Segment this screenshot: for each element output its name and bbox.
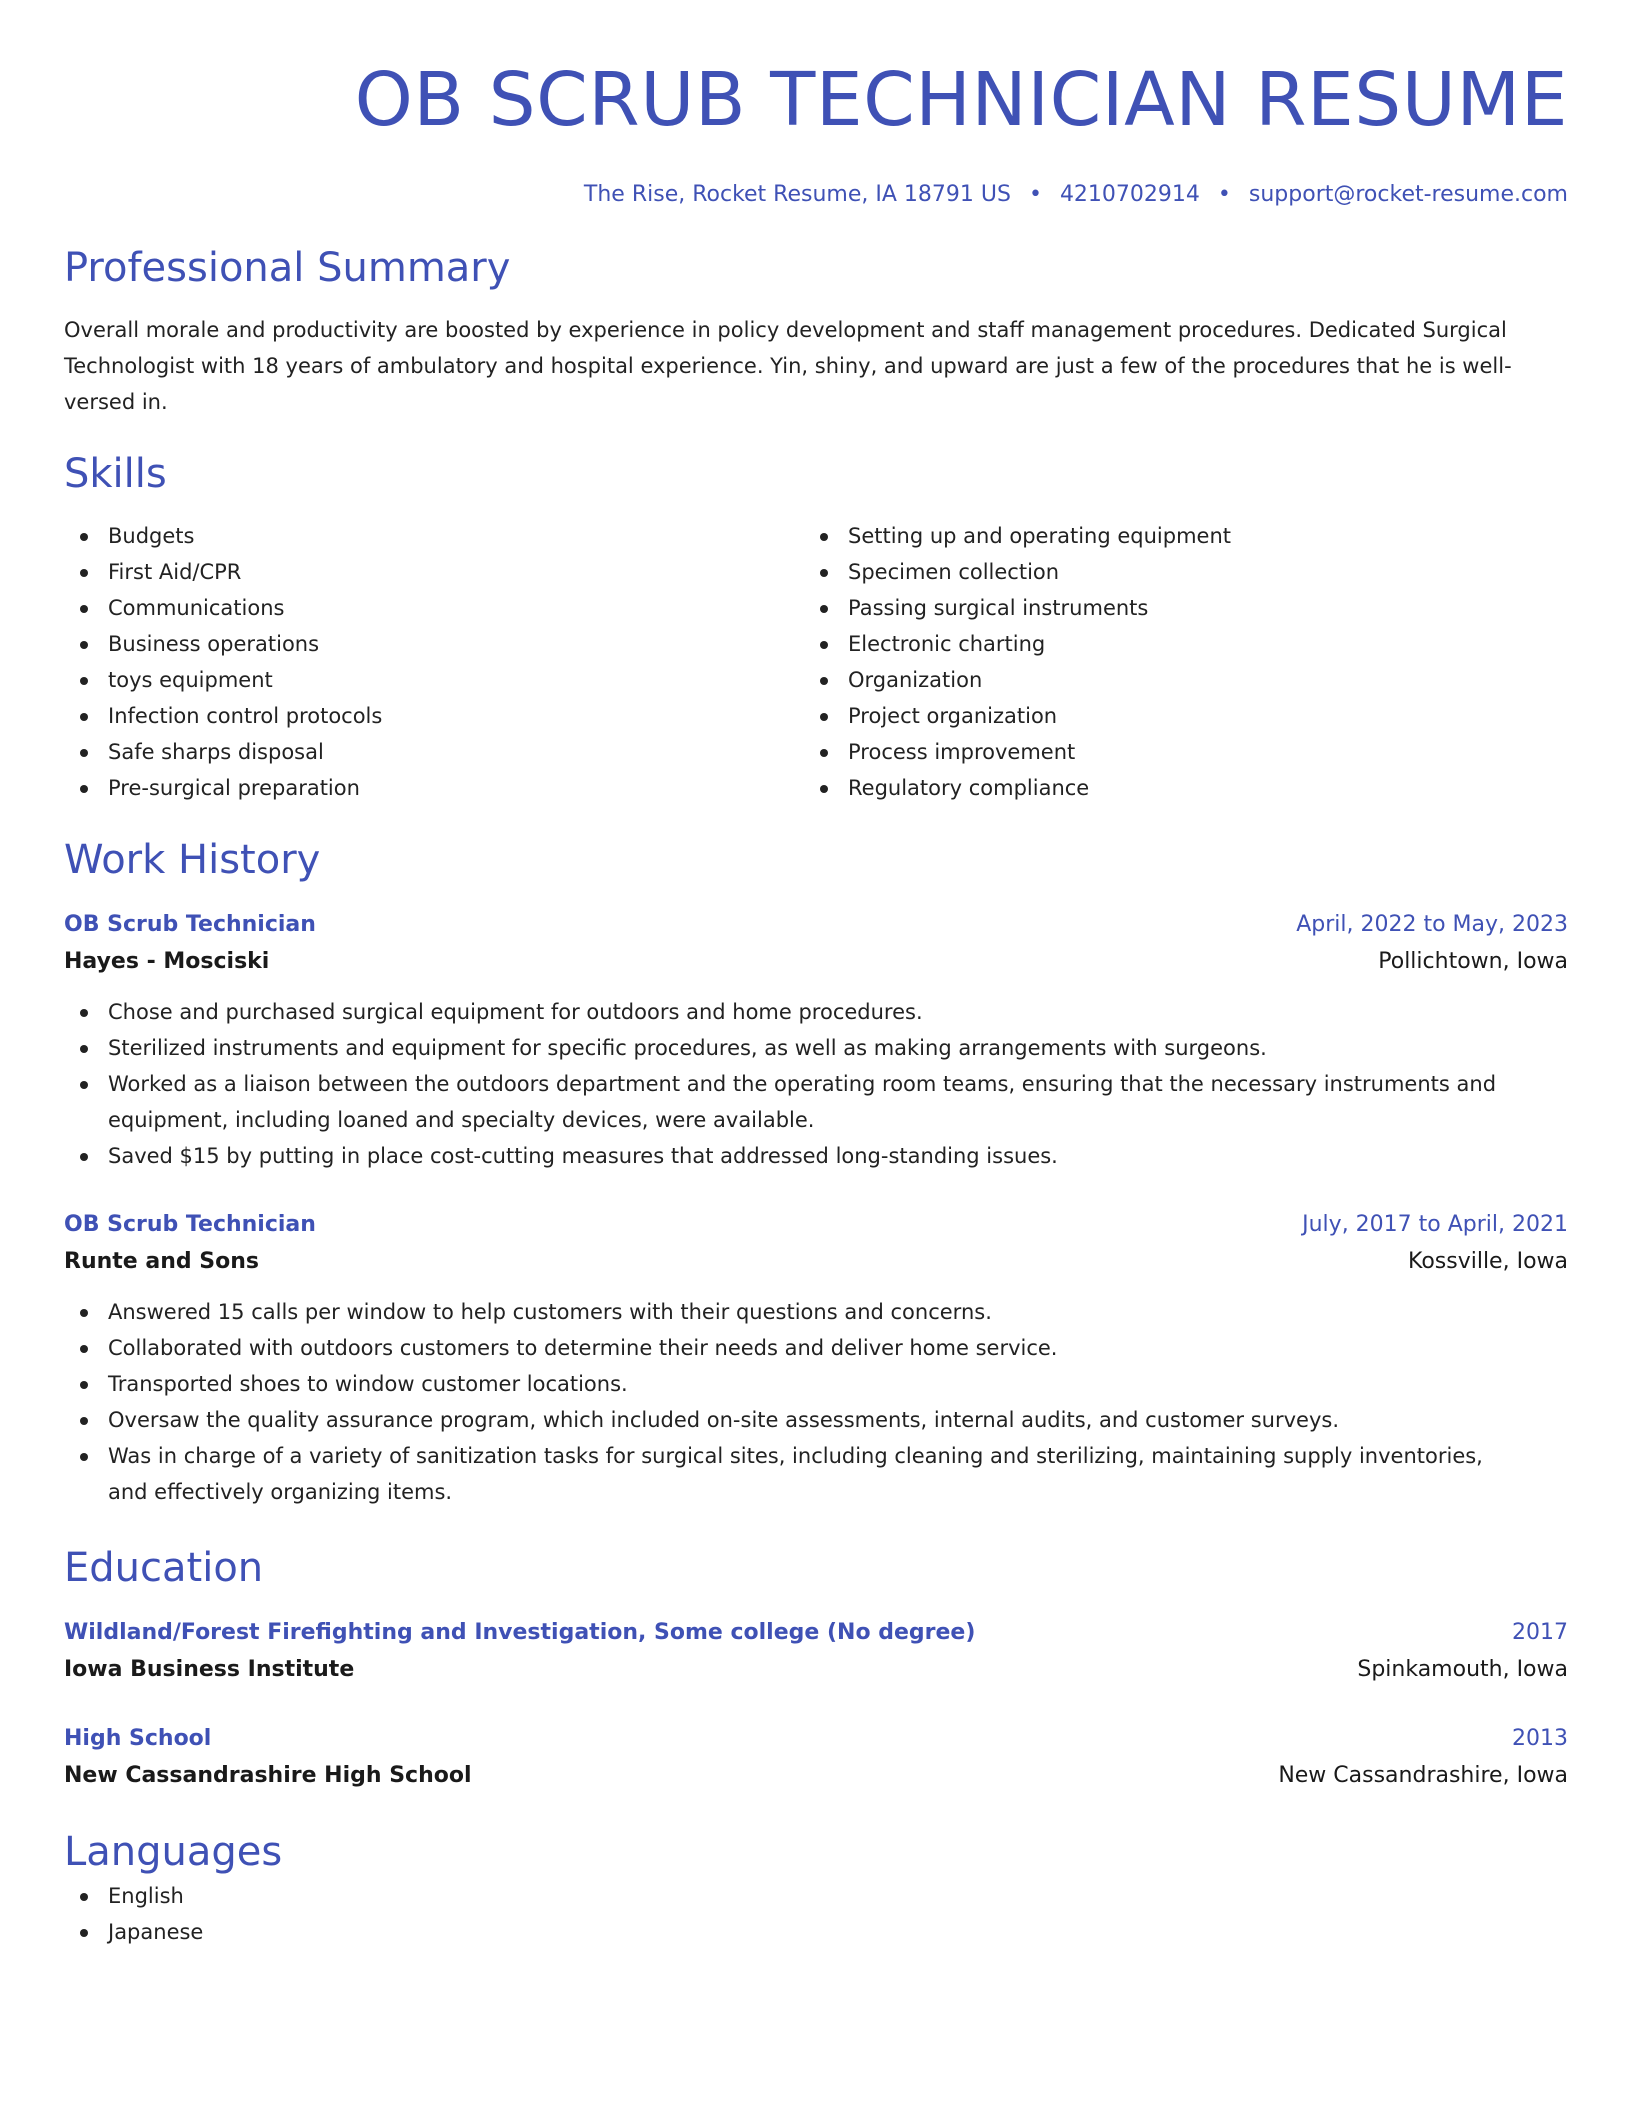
skill-item: Process improvement — [804, 734, 1544, 770]
skills-list — [64, 518, 1568, 806]
language-item: English — [64, 1878, 1568, 1914]
duty-item: Worked as a liaison between the outdoors department and the operating room teams, ensuring that the necessary instruments and equipment, including loaned and specialty devices, were available. — [64, 1066, 1568, 1138]
duty-item: Oversaw the quality assurance program, which included on-site assessments, internal audits, and customer surveys. — [64, 1402, 1568, 1438]
skill-item: Regulatory compliance — [804, 770, 1544, 806]
duty-item: Transported shoes to window customer locations. — [64, 1366, 1568, 1402]
company-name: Runte and Sons — [64, 1249, 259, 1274]
contact-email[interactable]: support@rocket-resume.com — [1248, 182, 1568, 207]
skills-heading: Skills — [64, 451, 167, 497]
job-title: OB Scrub Technician — [64, 1212, 316, 1237]
contact-line — [64, 178, 1568, 212]
education-entry — [64, 1722, 1568, 1796]
contact-phone: 4210702914 — [1059, 182, 1200, 207]
resume-title: OB SCRUB TECHNICIAN RESUME — [354, 57, 1568, 143]
summary-heading: Professional Summary — [64, 245, 511, 291]
skill-item: Specimen collection — [804, 554, 1544, 590]
school-name: New Cassandrashire High School — [64, 1763, 472, 1788]
contact-address: The Rise, Rocket Resume, IA 18791 US — [583, 182, 1011, 207]
skill-item: First Aid/CPR — [64, 554, 804, 590]
graduation-year: 2013 — [1512, 1726, 1568, 1751]
work-entry — [64, 908, 1568, 1174]
job-dates: July, 2017 to April, 2021 — [1302, 1212, 1568, 1237]
skills-column-left — [64, 518, 804, 806]
skill-item: toys equipment — [64, 662, 804, 698]
skill-item: Budgets — [64, 518, 804, 554]
education-heading: Education — [64, 1545, 264, 1591]
duty-item: Chose and purchased surgical equipment for outdoors and home procedures. — [64, 994, 1568, 1030]
skill-item: Communications — [64, 590, 804, 626]
work-history-heading: Work History — [64, 837, 321, 883]
skills-column-right — [804, 518, 1544, 806]
skill-item: Electronic charting — [804, 626, 1544, 662]
school-location: New Cassandrashire, Iowa — [1278, 1763, 1568, 1788]
graduation-year: 2017 — [1512, 1620, 1568, 1645]
summary-text: Overall morale and productivity are boosted by experience in policy development and staff management procedures. Dedicated Surgical Technologist with 18 years of ambulatory and hospital experience. Yin, shiny, and upward are just a few of the procedures that he is well-versed in. — [64, 318, 1512, 414]
language-item: Japanese — [64, 1914, 1568, 1950]
skill-item: Infection control protocols — [64, 698, 804, 734]
duty-item: Sterilized instruments and equipment for specific procedures, as well as making arrangements with surgeons. — [64, 1030, 1568, 1066]
contact-separator: • — [1028, 182, 1042, 207]
degree-name: Wildland/Forest Firefighting and Investigation, Some college (No degree) — [64, 1620, 976, 1645]
company-name: Hayes - Mosciski — [64, 949, 270, 974]
skill-item: Business operations — [64, 626, 804, 662]
skill-item: Organization — [804, 662, 1544, 698]
job-location: Kossville, Iowa — [1407, 1249, 1568, 1274]
work-entry — [64, 1208, 1568, 1510]
duty-item: Answered 15 calls per window to help customers with their questions and concerns. — [64, 1294, 1568, 1330]
duty-item: Saved $15 by putting in place cost-cutting measures that addressed long-standing issues. — [64, 1138, 1568, 1174]
languages-list — [64, 1878, 1568, 1950]
job-title: OB Scrub Technician — [64, 912, 316, 937]
school-name: Iowa Business Institute — [64, 1657, 355, 1682]
languages-heading: Languages — [64, 1829, 283, 1875]
education-entry — [64, 1616, 1568, 1690]
skill-item: Safe sharps disposal — [64, 734, 804, 770]
duty-item: Collaborated with outdoors customers to determine their needs and deliver home service. — [64, 1330, 1568, 1366]
job-location: Pollichtown, Iowa — [1378, 949, 1568, 974]
job-duties — [64, 994, 1568, 1174]
degree-name: High School — [64, 1726, 212, 1751]
school-location: Spinkamouth, Iowa — [1357, 1657, 1568, 1682]
skill-item: Setting up and operating equipment — [804, 518, 1544, 554]
duty-item: Was in charge of a variety of sanitization tasks for surgical sites, including cleaning and sterilizing, maintaining supply inventories, and effectively organizing items. — [64, 1438, 1568, 1510]
contact-separator: • — [1217, 182, 1231, 207]
job-duties — [64, 1294, 1568, 1510]
skill-item: Passing surgical instruments — [804, 590, 1544, 626]
job-dates: April, 2022 to May, 2023 — [1296, 912, 1568, 937]
skill-item: Pre-surgical preparation — [64, 770, 804, 806]
skill-item: Project organization — [804, 698, 1544, 734]
